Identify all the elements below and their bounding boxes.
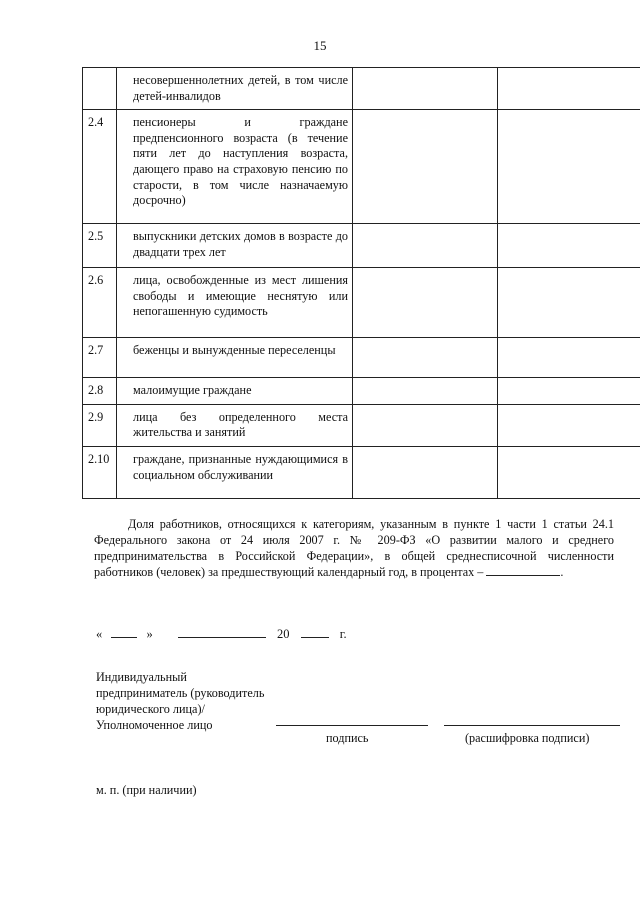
month-blank-field[interactable]	[178, 626, 266, 638]
row-label-text: беженцы и вынужденные переселенцы	[133, 343, 336, 358]
page-number: 15	[313, 38, 327, 53]
row-number	[83, 224, 117, 268]
signature-caption: подпись	[326, 731, 369, 745]
value-cell-1[interactable]	[353, 404, 498, 446]
row-label	[117, 110, 353, 224]
table-body	[83, 68, 640, 499]
row-label-text: лица, освобожденные из мест лишения свободы и имеющие неснятую или непогашенную судимость	[133, 273, 348, 319]
value-cell-2[interactable]	[498, 224, 640, 268]
percent-blank-field[interactable]	[486, 564, 560, 576]
row-number-text: 2.4	[88, 115, 104, 130]
table-row	[83, 404, 640, 446]
year-suffix: г.	[339, 627, 347, 641]
row-label-text: малоимущие граждане	[133, 383, 252, 398]
table-row	[83, 68, 640, 110]
row-number	[83, 378, 117, 405]
row-number	[83, 68, 117, 110]
share-paragraph-text: Доля работников, относящихся к категориям, указанным в пункте 1 части 1 статьи 24.1 Федерального закона от 24 июля 2007 г. № 209-ФЗ «О развитии малого и среднего предпринимательства в Российской Федерации», в общей среднесписочной численности работников (человек) за предшествующий календарный год, в процентах –	[94, 517, 614, 579]
row-number-text: 2.6	[88, 273, 104, 288]
row-label-text: граждане, признанные нуждающимися в социальном обслуживании	[133, 451, 348, 482]
table-row	[83, 378, 640, 405]
value-cell-1[interactable]	[353, 446, 498, 498]
row-number-text: 2.10	[88, 451, 110, 466]
signature-decoding-field[interactable]	[444, 725, 620, 726]
value-cell-1[interactable]	[353, 378, 498, 405]
table-row	[83, 224, 640, 268]
value-cell-1[interactable]	[353, 224, 498, 268]
open-quote: «	[96, 627, 103, 641]
row-label	[117, 404, 353, 446]
row-number	[83, 110, 117, 224]
close-quote: »	[146, 627, 153, 641]
value-cell-2[interactable]	[498, 404, 640, 446]
value-cell-1[interactable]	[353, 338, 498, 378]
paragraph-end: .	[560, 565, 564, 579]
signer-label: Индивидуальный предприниматель (руководитель юридического лица)/Уполномоченное лицо	[96, 670, 265, 732]
value-cell-2[interactable]	[498, 268, 640, 338]
stamp-label: м. п. (при наличии)	[96, 783, 197, 797]
row-label	[117, 338, 353, 378]
row-label	[117, 68, 353, 110]
value-cell-1[interactable]	[353, 110, 498, 224]
row-number-text: 2.7	[88, 343, 104, 358]
row-label	[117, 378, 353, 405]
value-cell-1[interactable]	[353, 68, 498, 110]
table-row	[83, 110, 640, 224]
date-row	[96, 626, 347, 642]
row-number-text: 2.5	[88, 229, 104, 244]
row-number	[83, 404, 117, 446]
row-number	[83, 338, 117, 378]
categories-table	[82, 67, 640, 499]
row-number-text: 2.9	[88, 409, 104, 424]
value-cell-2[interactable]	[498, 338, 640, 378]
row-label	[117, 268, 353, 338]
year-prefix: 20	[277, 627, 290, 641]
row-label-text: лица без определенного места жительства и занятий	[133, 409, 348, 440]
day-blank-field[interactable]	[111, 626, 137, 638]
value-cell-2[interactable]	[498, 110, 640, 224]
signature-field[interactable]	[276, 725, 428, 726]
table-row	[83, 446, 640, 498]
row-label-text: выпускники детских домов в возрасте до двадцати трех лет	[133, 229, 348, 259]
row-label-text: пенсионеры и граждане предпенсионного возраста (в течение пяти лет до наступления возраста, дающего право на страховую пенсию по старости, в том числе назначаемую досрочно)	[133, 115, 348, 208]
year-blank-field[interactable]	[301, 626, 329, 638]
share-paragraph	[94, 516, 614, 580]
value-cell-2[interactable]	[498, 68, 640, 110]
row-number-text: 2.8	[88, 383, 104, 398]
value-cell-2[interactable]	[498, 446, 640, 498]
table-row	[83, 338, 640, 378]
value-cell-1[interactable]	[353, 268, 498, 338]
decoding-caption: (расшифровка подписи)	[465, 731, 590, 745]
row-number	[83, 446, 117, 498]
table-row	[83, 268, 640, 338]
row-label-text: несовершеннолетних детей, в том числе детей-инвалидов	[133, 73, 348, 103]
row-label	[117, 224, 353, 268]
row-label	[117, 446, 353, 498]
row-number	[83, 268, 117, 338]
value-cell-2[interactable]	[498, 378, 640, 405]
